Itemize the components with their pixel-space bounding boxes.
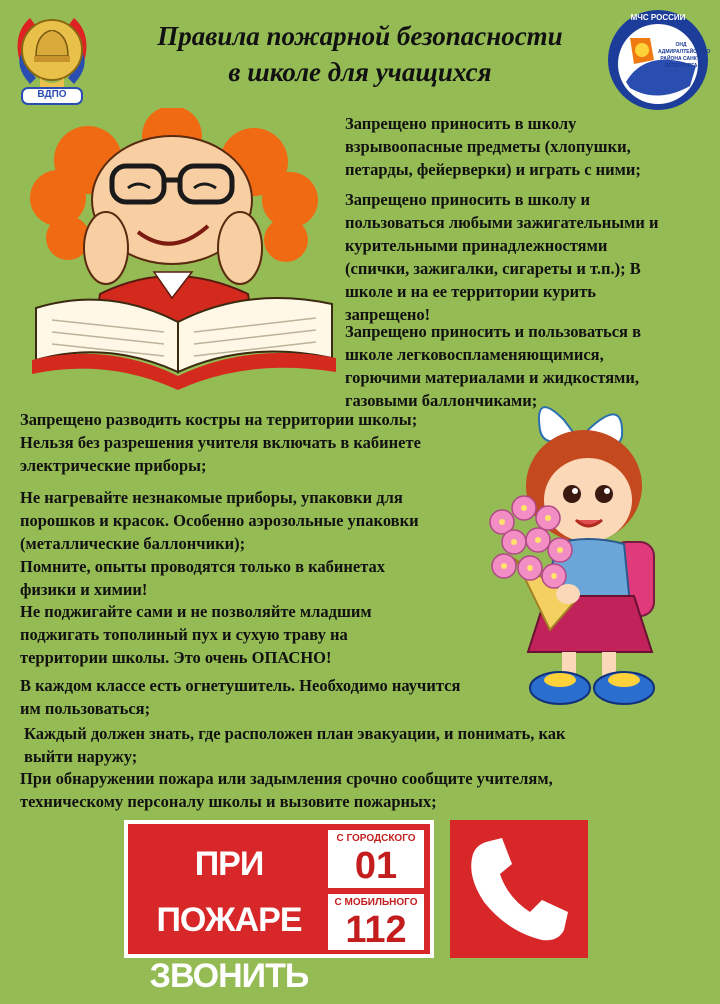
rule-7 (20, 674, 540, 720)
mchs-emblem-label: МЧС РОССИИ (630, 13, 686, 22)
rule-line: школе легковоспламеняющимися, (345, 345, 604, 364)
rule-line: горючими материалами и жидкостями, (345, 368, 640, 387)
landline-caption: С ГОРОДСКОГО (336, 833, 416, 844)
rule-line: Не нагревайте незнакомые приборы, упаковки для (20, 488, 403, 507)
rule-line: курительными принадлежностями (345, 236, 608, 255)
rule-1 (345, 112, 698, 181)
girl-reading-illustration (28, 108, 340, 394)
vdpo-emblem-label: ВДПО (37, 89, 67, 100)
rule-line: В каждом классе есть огнетушитель. Необходимо научится (20, 676, 461, 695)
rule-line: школе и на ее территории курить (345, 282, 597, 301)
rule-line: электрические приборы; (20, 456, 207, 475)
rule-line: выйти наружу; (24, 747, 138, 766)
rule-line: пользоваться любыми зажигательными и (345, 213, 659, 232)
rule-line: поджигать тополиный пух и сухую траву на (20, 625, 348, 644)
mobile-number-box (328, 894, 424, 950)
rule-line: порошков и красок. Особенно аэрозольные упаковки (20, 511, 419, 530)
rule-line: Не поджигайте сами и не позволяйте младшим (20, 602, 372, 621)
title-line-2: в школе для учащихся (228, 57, 492, 87)
rule-line: (спички, зажигалки, сигареты и т.п.); В (345, 259, 641, 278)
rule-line: Запрещено приносить в школу и (345, 190, 591, 209)
rule-8 (24, 722, 684, 768)
rule-line: территории школы. Это очень ОПАСНО! (20, 648, 332, 667)
call-line-1: ПРИ ПОЖАРЕ (156, 845, 302, 939)
rule-line: физики и химии! (20, 580, 148, 599)
call-line-2: ЗВОНИТЬ (149, 957, 309, 995)
rule-4 (20, 408, 500, 477)
rule-line: Запрещено разводить костры на территории школы; (20, 410, 418, 429)
rule-line: При обнаружении пожара или задымления срочно сообщите учителям, (20, 769, 553, 788)
rule-line: техническому персоналу школы и вызовите пожарных; (20, 792, 437, 811)
girl-with-flowers-illustration (484, 390, 694, 716)
rule-line: им пользоваться; (20, 699, 151, 718)
rule-line: Запрещено приносить в школу (345, 114, 577, 133)
mobile-number: 112 (345, 909, 407, 951)
rule-6 (20, 600, 500, 669)
landline-number: 01 (354, 845, 398, 887)
mchs-emblem-subtitle: ОНД АДМИРАЛТЕЙСКОГО РАЙОНА САНКТ-ПЕТЕРБУРГА (658, 42, 711, 69)
page-title (100, 18, 620, 90)
rule-5 (20, 486, 500, 601)
phone-tile (450, 820, 588, 958)
rule-9 (20, 767, 680, 813)
rule-line: газовыми баллончиками; (345, 391, 538, 410)
title-line-1: Правила пожарной безопасности (157, 21, 563, 51)
call-instruction (134, 836, 324, 1004)
rule-line: Каждый должен знать, где расположен план эвакуации, и понимать, как (24, 724, 566, 743)
rule-line: Помните, опыты проводятся только в кабинетах (20, 557, 386, 576)
landline-number-box (328, 830, 424, 888)
phone-handset-icon (450, 820, 588, 958)
rule-2 (345, 188, 708, 326)
rule-line: запрещено! (345, 305, 431, 324)
fire-emergency-panel-body (128, 824, 430, 995)
fire-emergency-panel (124, 820, 434, 995)
rule-line: Запрещено приносить и пользоваться в (345, 322, 641, 341)
mobile-caption: С МОБИЛЬНОГО (334, 897, 418, 908)
rule-line: (металлические баллончики); (20, 534, 246, 553)
rule-line: петарды, фейерверки) и играть с ними; (345, 160, 641, 179)
rule-line: взрывоопасные предметы (хлопушки, (345, 137, 631, 156)
rule-line: Нельзя без разрешения учителя включать в кабинете (20, 433, 421, 452)
